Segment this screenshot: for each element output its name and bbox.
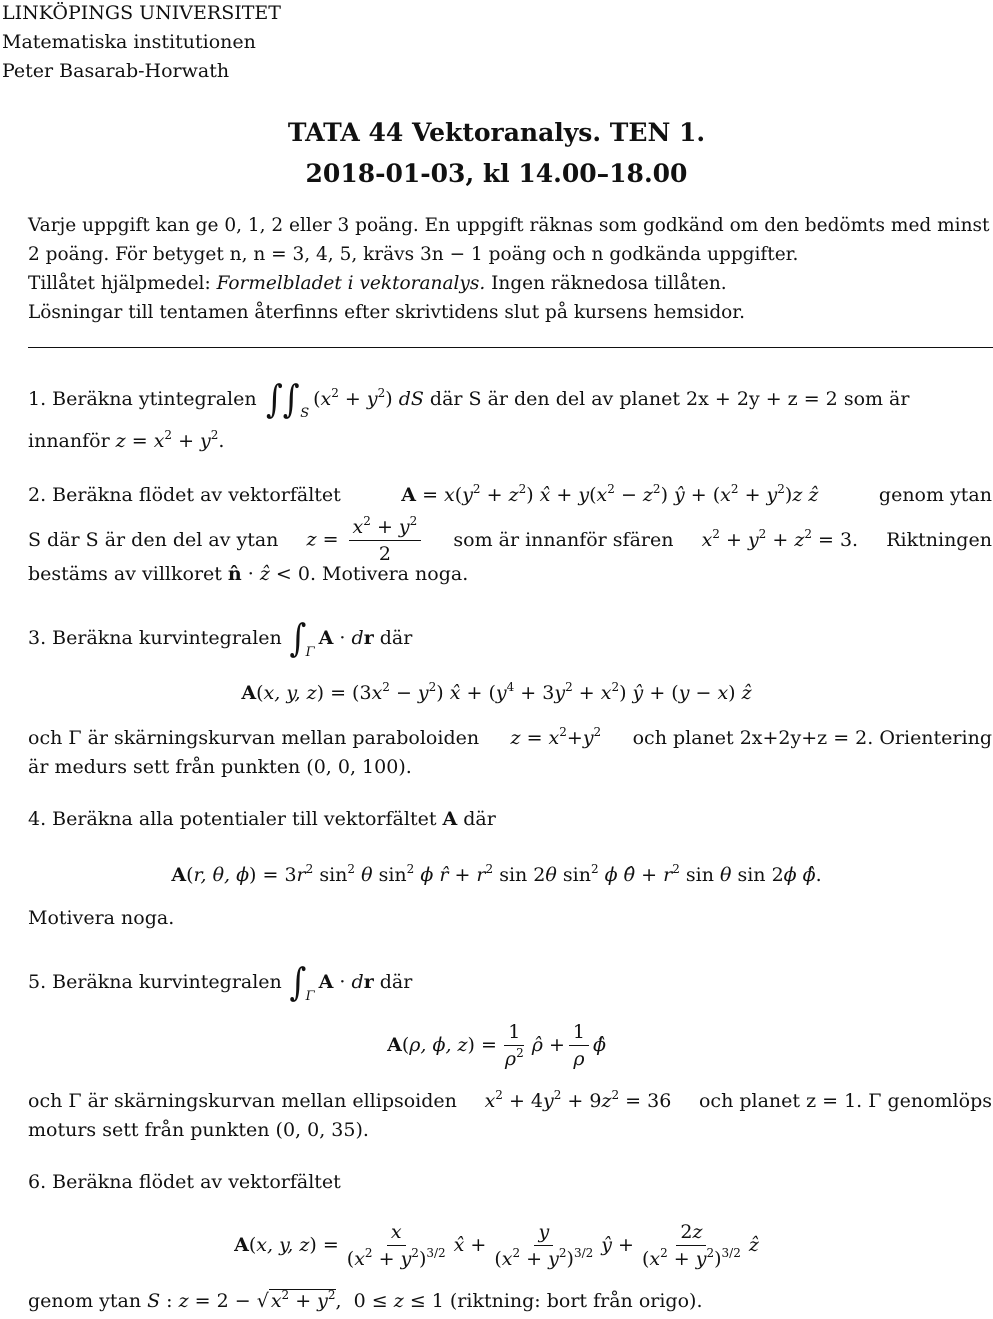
- problem-2-intro: 2. Beräkna flödet av vektorfältet: [28, 484, 341, 506]
- problem-3-orientation: är medurs sett från punkten (0, 0, 100).: [28, 756, 412, 778]
- problem-2-line-2: S där S är den del av ytan z = $\frac{x^2 + y^2}{2}$ som är innanför sfären $x^2 + y^2 + z^2 = 3$. Riktningen: [28, 513, 992, 565]
- problem-3-intro: 3. Beräkna kurvintegralen: [28, 627, 282, 649]
- problem-6-genom: genom ytan: [28, 1290, 142, 1312]
- problem-4-motivate: Motivera noga.: [28, 907, 175, 929]
- problem-3-dar: där: [379, 627, 413, 649]
- intro-line-4: Lösningar till tentamen återfinns efter skrivtidens slut på kursens hemsidor.: [28, 302, 746, 323]
- problem-1-plane: där S är den del av planet 2x + 2y + z = 2 som är: [429, 388, 910, 410]
- problem-2-motivate: Motivera noga.: [322, 563, 469, 585]
- problem-4-intro: 4. Beräkna alla potentialer till vektorfältet: [28, 808, 437, 830]
- problem-6-intro: 6. Beräkna flödet av vektorfältet: [28, 1171, 341, 1193]
- problem-5-intro: 5. Beräkna kurvintegralen: [28, 971, 282, 993]
- problem-6-field: A(x, y, z) = $\frac{x}{(x^2 + y^2)^{3/2}}$ x̂ + $\frac{y}{(x^2 + y^2)^{3/2}}$ ŷ + $\frac{2z}{(x^2 + y^2)^{3/2}}$ ẑ: [234, 1220, 759, 1270]
- problem-5-dar: där: [379, 971, 413, 993]
- problem-2-sphere: som är innanför sfären: [453, 529, 674, 551]
- divider: [28, 347, 993, 348]
- intro-line-2: 2 poäng. För betyget n, n = 3, 4, 5, krävs 3n − 1 poäng och n godkända uppgifter.: [28, 244, 799, 265]
- intro-line-1: Varje uppgift kan ge 0, 1, 2 eller 3 poäng. En uppgift räknas som godkänd om den bedömts med minst: [28, 215, 990, 236]
- problem-3-line-3: och Γ är skärningskurvan mellan paraboloiden $z = x^2+y^2$ och planet 2x+2y+z = 2. Orientering: [28, 725, 992, 749]
- problem-2-surface: S där S är den del av ytan: [28, 529, 279, 551]
- problem-5-field: A(ρ, ϕ, z) = $\frac{1}{\rho^2}$ ρ̂ + $\frac{1}{\rho}$ ϕ̂: [387, 1020, 606, 1070]
- problem-4-dar: där: [463, 808, 496, 830]
- problem-2-direction: Riktningen: [886, 529, 992, 551]
- problem-5-plane: och planet z = 1. Γ genomlöps: [698, 1090, 992, 1112]
- problem-5-line-1: 5. Beräkna kurvintegralen ∫ Γ A · dr där: [28, 960, 413, 1004]
- problem-3-plane: och planet 2x+2y+z = 2. Orientering: [632, 727, 992, 749]
- intro-aids-name: Formelbladet i vektoranalys.: [216, 273, 486, 294]
- problem-1-intro: 1. Beräkna ytintegralen: [28, 388, 257, 410]
- exam-title: TATA 44 Vektoranalys. TEN 1.: [287, 118, 706, 147]
- department-name: Matematiska institutionen: [2, 31, 256, 53]
- problem-6-direction: (riktning: bort från origo).: [449, 1290, 703, 1312]
- intro-aids-label: Tillåtet hjälpmedel:: [28, 273, 217, 294]
- exam-date: 2018-01-03, kl 14.00–18.00: [305, 159, 688, 188]
- problem-1-line-1: 1. Beräkna ytintegralen ∫∫ S $(x^2 + y^2)$ dS där S är den del av planet 2x + 2y + z = 2 som är: [28, 377, 910, 421]
- problem-5-curve: och Γ är skärningskurvan mellan ellipsoiden: [28, 1090, 457, 1112]
- problem-5-line-3: och Γ är skärningskurvan mellan ellipsoiden $x^2 + 4y^2 + 9z^2 = 36$ och planet z = 1. Γ genomlöps: [28, 1088, 992, 1112]
- problem-3-line-1: 3. Beräkna kurvintegralen ∫ Γ A · dr där: [28, 616, 413, 660]
- intro-aids-suffix: Ingen räknedosa tillåten.: [485, 273, 727, 294]
- problem-6-line-3: genom ytan S : z = 2 − √ $x^2 + y^2$, 0 ≤ z ≤ 1 (riktning: bort från origo).: [28, 1288, 703, 1312]
- problem-3-curve: och Γ är skärningskurvan mellan paraboloiden: [28, 727, 480, 749]
- intro-line-3: [28, 273, 727, 294]
- problem-1-line-2: innanför $z = x^2 + y^2$.: [28, 428, 225, 452]
- problem-4-field: A(r, θ, $\phi) = 3r^2$ $\sin^2 \theta$ $\sin^2 \phi$ r̂ + $r^2$ sin 2θ $\sin^2 \phi$ θ̂ + $r^2$ sin θ sin 2ϕ ϕ̂.: [171, 862, 822, 886]
- problem-3-field: A(x, y, $z) = (3x^2 - y^2)$ x̂ + $(y^4 + 3y^2 + x^2)$ ŷ + (y − x) ẑ: [241, 680, 752, 704]
- problem-2-genom: genom ytan: [878, 484, 992, 506]
- university-name: LINKÖPINGS UNIVERSITET: [2, 2, 281, 24]
- problem-2-line-3: bestäms av villkoret n̂ · ẑ < 0. Motivera noga.: [28, 563, 469, 585]
- problem-4-line-1: 4. Beräkna alla potentialer till vektorfältet A där: [28, 808, 496, 830]
- problem-1-end: innanför: [28, 430, 110, 452]
- problem-2-condition: bestäms av villkoret: [28, 563, 222, 585]
- author-name: Peter Basarab-Horwath: [2, 60, 230, 82]
- problem-5-orientation: moturs sett från punkten (0, 0, 35).: [28, 1119, 369, 1141]
- problem-2-line-1: 2. Beräkna flödet av vektorfältet $A = x(y^2 + z^2)$ x̂ + $y(x^2 - z^2)$ ŷ + $(x^2 + y^2)z$ ẑ genom ytan: [28, 482, 992, 506]
